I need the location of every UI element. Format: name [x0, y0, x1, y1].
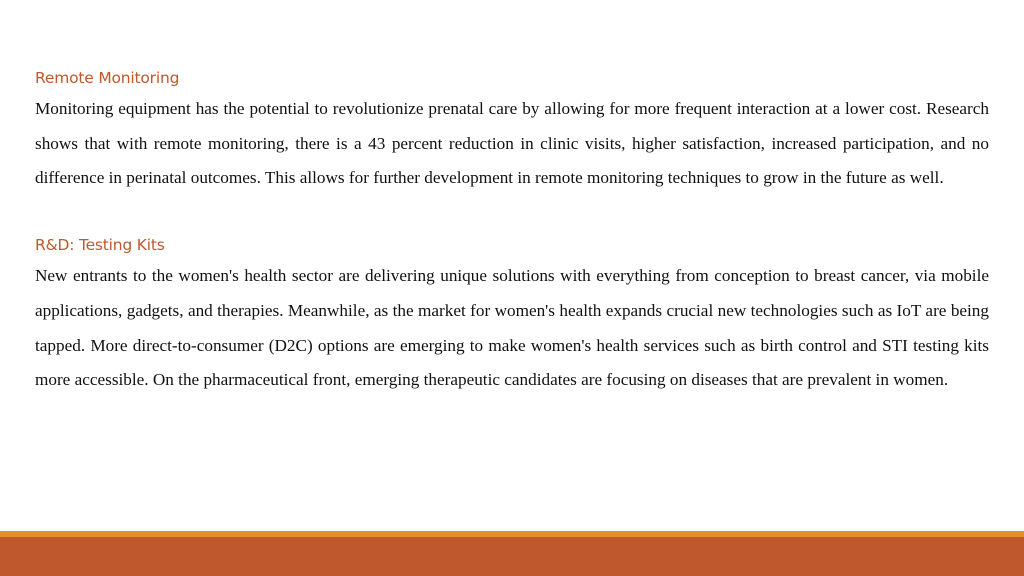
section-testing-kits	[35, 233, 989, 398]
slide-content	[35, 66, 989, 398]
section-heading: R&D: Testing Kits	[35, 236, 165, 255]
section-remote-monitoring	[35, 66, 989, 196]
section-paragraph: New entrants to the women's health sector are delivering unique solutions with everything from conception to breast cancer, via mobile applications, gadgets, and therapies. Meanwhile, as the market for women's health expands crucial new technologies such as IoT are being tapped. More direct-to-consumer (D2C) options are emerging to make women's health services such as birth control and STI testing kits more accessible. On the pharmaceutical front, emerging therapeutic candidates are focusing on diseases that are prevalent in women.	[35, 266, 989, 390]
section-heading: Remote Monitoring	[35, 69, 180, 87]
section-paragraph: Monitoring equipment has the potential to revolutionize prenatal care by allowing for more frequent interaction at a lower cost. Research shows that with remote monitoring, there is a 43 percent reduction in clinic visits, higher satisfaction, increased participation, and no difference in perinatal outcomes. This allows for further development in remote monitoring techniques to grow in the future as well.	[35, 99, 989, 188]
footer-bar	[0, 537, 1024, 576]
